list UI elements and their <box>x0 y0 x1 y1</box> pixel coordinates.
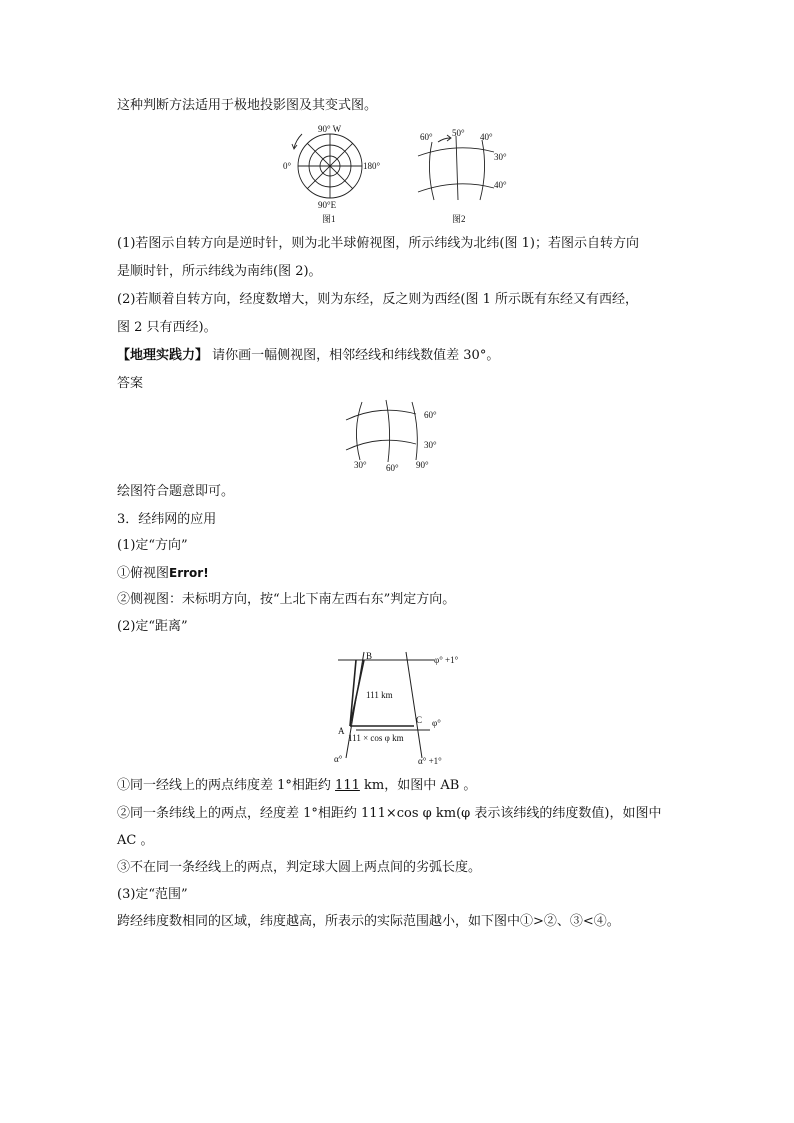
label-60-right: 60° <box>424 410 437 420</box>
subsection-range: (3)定“范围” <box>117 887 188 902</box>
label-40-top: 40° <box>480 132 493 142</box>
distance-rule-1 <box>117 776 476 796</box>
figure-2-graticule <box>412 122 522 230</box>
distance-rule-3: ③不在同一条经线上的两点，判定球大圆上两点间的劣弧长度。 <box>117 860 482 875</box>
label-60-bottom: 60° <box>386 463 399 473</box>
section-heading-3: 3．经纬网的应用 <box>117 512 217 527</box>
longitude-alpha-plus-1-label: α° +1° <box>418 756 442 766</box>
label-90w: 90° W <box>318 124 342 134</box>
figure-3-answer-side-view <box>340 398 455 476</box>
figure-1-globe <box>298 134 362 198</box>
paragraph-drawing: 绘图符合题意即可。 <box>117 484 235 499</box>
practice-label: 【地理实践力】 <box>117 348 209 363</box>
distance-rule-2a: ②同一条纬线上的两点，经度差 1°相距约 111×cos φ km(φ 表示该纬线的纬度数值)，如图中 <box>117 806 662 821</box>
paragraph-1b: 是顺时针，所示纬线为南纬(图 2)。 <box>117 264 322 279</box>
distance-value-111: 111 <box>335 778 360 793</box>
label-180: 180° <box>363 161 381 171</box>
label-0: 0° <box>283 161 292 171</box>
distance-rule-1-post: km，如图中 AB 。 <box>359 778 477 793</box>
figure-3-lines <box>346 400 417 462</box>
paragraph-2b: 图 2 只有西经)。 <box>117 320 217 335</box>
subsection-distance: (2)定“距离” <box>117 619 188 634</box>
label-30: 30° <box>494 152 507 162</box>
latitude-phi-label: φ° <box>432 718 441 728</box>
point-b-label: B <box>366 651 373 661</box>
answer-label: 答案 <box>117 376 144 391</box>
point-a-label: A <box>338 726 345 736</box>
direction-top-view-text: ①俯视图 <box>117 566 170 581</box>
distance-rule-1-pre: ①同一经线上的两点纬度差 1°相距约 <box>117 778 336 793</box>
paragraph-2a: (2)若顺着自转方向，经度数增大，则为东经，反之则为西经(图 1 所示既有东经又有西经， <box>117 292 639 307</box>
figure-1-caption: 图1 <box>322 214 336 224</box>
direction-top-view <box>117 563 209 584</box>
label-40-right: 40° <box>494 180 507 190</box>
paragraph-intro: 这种判断方法适用于极地投影图及其变式图。 <box>117 98 378 113</box>
direction-side-view: ②侧视图：未标明方向，按“上北下南左西右东”判定方向。 <box>117 592 456 607</box>
distance-111km-label: 111 km <box>366 690 393 700</box>
distance-cos-label: 111 × cos φ km <box>348 733 404 743</box>
label-30-bottom: 30° <box>354 460 367 470</box>
longitude-alpha-label: α° <box>334 754 343 764</box>
label-50: 50° <box>452 128 465 138</box>
latitude-phi-plus-1-label: φ° +1° <box>434 655 459 665</box>
label-60: 60° <box>420 132 433 142</box>
figure-2-caption: 图2 <box>452 214 466 224</box>
label-90-bottom: 90° <box>416 460 429 470</box>
practice-line <box>117 346 499 366</box>
paragraph-1a: (1)若图示自转方向是逆时针，则为北半球俯视图，所示纬线为北纬(图 1)；若图示自转方向 <box>117 236 639 251</box>
label-90e: 90°E <box>318 200 337 210</box>
subsection-direction: (1)定“方向” <box>117 538 188 553</box>
error-text: Error! <box>169 566 209 580</box>
figure-2-lines <box>418 136 494 200</box>
distance-rule-2b: AC 。 <box>117 833 154 848</box>
point-c-label: C <box>416 715 423 725</box>
rotation-arrow-icon <box>294 134 302 148</box>
practice-text: 请你画一幅侧视图，相邻经线和纬线数值差 30°。 <box>208 348 500 363</box>
figure-4-distance-diagram <box>330 646 480 768</box>
range-rule: 跨经纬度数相同的区域，纬度越高，所表示的实际范围越小，如下图中①>②、③<④。 <box>117 914 620 929</box>
figure-1-polar-view <box>270 122 390 230</box>
label-30-right: 30° <box>424 440 437 450</box>
